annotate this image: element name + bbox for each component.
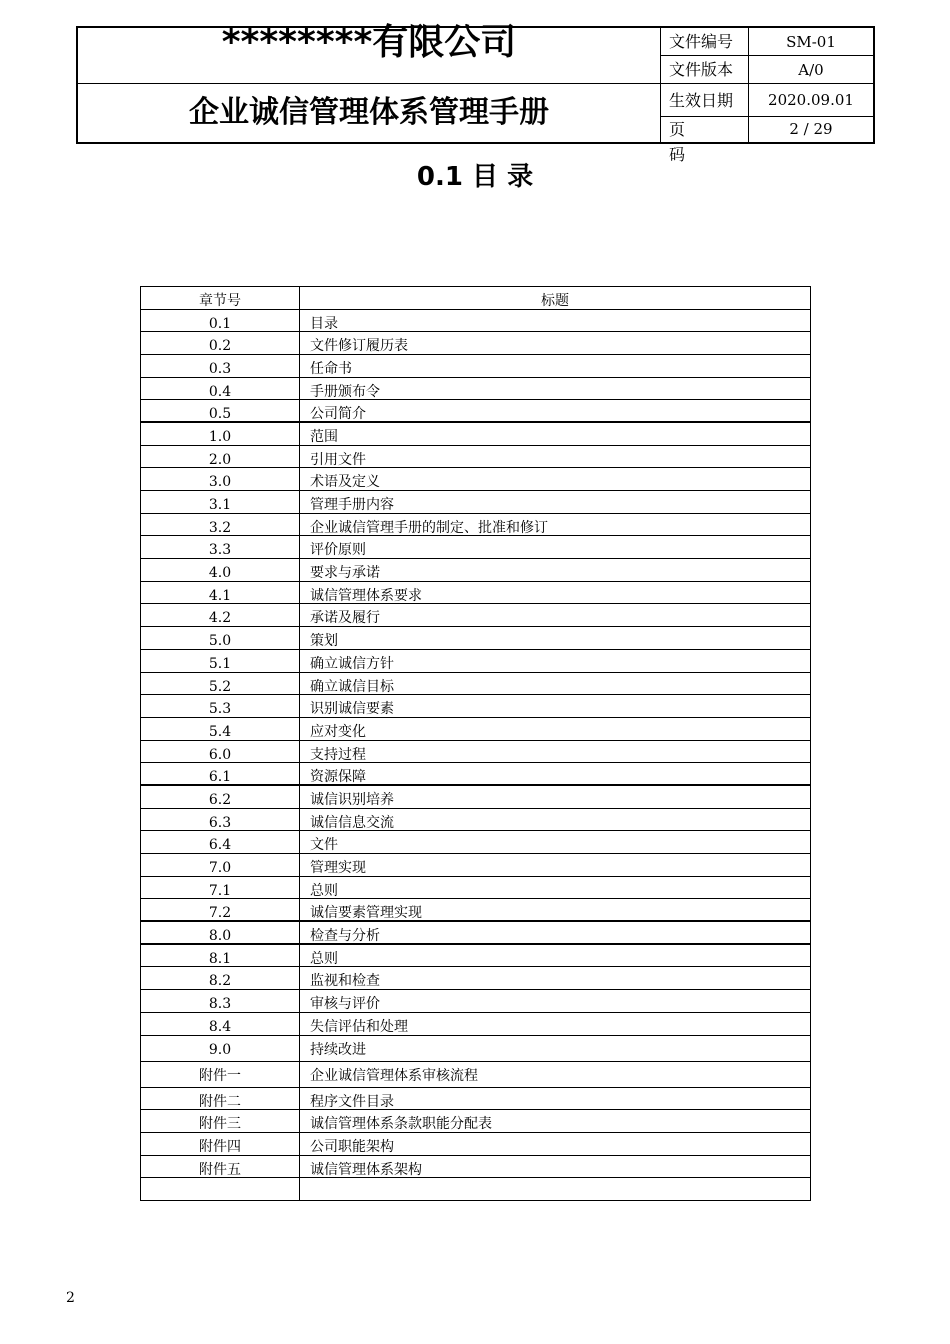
toc-row [141,627,810,650]
toc-entry-title: 管理实现 [310,860,366,876]
toc-row [141,854,810,877]
toc-entry-title: 引用文件 [310,451,366,468]
meta-page [660,117,873,164]
toc-chapter-number: 0.2 [141,332,300,354]
toc-chapter-number: 附件三 [141,1110,300,1132]
toc-entry-title: 术语及定义 [310,474,380,490]
toc-entry-title: 审核与评价 [310,996,380,1012]
toc-row [141,1110,810,1133]
toc-chapter-number: 4.2 [141,604,300,626]
meta-doc-version [660,56,873,84]
meta-label: 页码 [660,117,749,142]
toc-entry-title: 任命书 [310,360,352,377]
toc-row [141,423,810,446]
toc-heading: 0.1 目 录 [416,162,534,192]
toc-entry-title: 公司简介 [310,406,366,421]
toc-entry-title: 评价原则 [310,542,366,559]
toc-row [141,786,810,809]
toc-entry-title: 检查与分析 [310,928,380,943]
toc-entry-title: 诚信管理体系架构 [310,1161,422,1178]
toc-entry-title: 总则 [310,882,338,899]
toc-chapter-number: 6.1 [141,763,300,784]
meta-doc-number [660,28,873,56]
toc-entry-title: 确立诚信方针 [310,655,394,672]
toc-chapter-number: 7.0 [141,854,300,876]
toc-row [141,536,810,559]
toc-entry-title: 目录 [310,315,338,332]
meta-label: 文件版本 [660,56,749,83]
toc-entry-title: 企业诚信管理体系审核流程 [310,1067,478,1084]
toc-row [141,332,810,355]
toc-chapter-number: 附件四 [141,1133,300,1155]
toc-row [141,922,810,945]
toc-row [141,1062,810,1088]
toc-chapter-number: 8.4 [141,1013,300,1035]
toc-table [140,286,811,1201]
toc-entry-title: 持续改进 [310,1041,366,1058]
toc-entry-title: 总则 [310,950,338,967]
toc-row [141,400,810,423]
toc-entry-title: 识别诚信要素 [310,701,394,717]
toc-chapter-number: 4.1 [141,582,300,604]
toc-row [141,650,810,673]
toc-entry-title: 要求与承诺 [310,565,380,581]
toc-entry-title: 应对变化 [310,723,366,740]
toc-row [141,990,810,1013]
toc-row [141,582,810,605]
meta-label: 生效日期 [660,84,749,116]
toc-chapter-number [141,1178,300,1200]
toc-chapter-number: 4.0 [141,559,300,581]
toc-entry-title: 策划 [310,633,338,649]
toc-chapter-number: 0.4 [141,378,300,400]
toc-entry-title: 企业诚信管理手册的制定、批准和修订 [310,519,548,536]
toc-row [141,1088,810,1111]
toc-row [141,673,810,696]
toc-chapter-number: 0.1 [141,310,300,332]
toc-row [141,899,810,922]
toc-chapter-number: 8.1 [141,945,300,967]
toc-entry-title: 文件修订履历表 [310,338,408,354]
toc-row [141,695,810,718]
toc-entry-title: 文件 [310,837,338,853]
toc-chapter-number: 7.1 [141,877,300,899]
toc-entry-title: 诚信要素管理实现 [310,905,422,921]
toc-chapter-number: 6.4 [141,831,300,853]
toc-chapter-number: 5.0 [141,627,300,649]
toc-chapter-number: 6.3 [141,809,300,831]
meta-label: 文件编号 [660,28,749,55]
company-name: ********有限公司 [78,28,660,84]
toc-row [141,945,810,968]
toc-entry-title: 诚信管理体系条款职能分配表 [310,1116,492,1132]
meta-value: A/0 [798,61,824,79]
toc-chapter-number: 1.0 [141,423,300,445]
toc-entry-title: 监视和检查 [310,973,380,990]
toc-chapter-number: 3.3 [141,536,300,558]
toc-row [141,1156,810,1179]
toc-row [141,491,810,514]
toc-chapter-number: 8.2 [141,967,300,989]
toc-chapter-number: 9.0 [141,1036,300,1061]
toc-row [141,604,810,627]
toc-row [141,967,810,990]
toc-entry-title: 资源保障 [310,769,366,784]
toc-entry-title: 诚信识别培养 [310,791,394,808]
meta-value: 2 / 29 [789,120,833,138]
toc-chapter-number: 附件二 [141,1088,300,1110]
toc-chapter-number: 2.0 [141,446,300,468]
toc-chapter-number: 附件五 [141,1156,300,1178]
toc-row [141,310,810,333]
toc-entry-title: 公司职能架构 [310,1138,394,1155]
toc-entry-title: 诚信管理体系要求 [310,587,422,604]
toc-chapter-number: 3.1 [141,491,300,513]
toc-chapter-number: 附件一 [141,1062,300,1087]
toc-row [141,446,810,469]
toc-entry-title: 诚信信息交流 [310,814,394,831]
toc-row [141,514,810,537]
toc-entry-title: 管理手册内容 [310,497,394,513]
toc-row [141,355,810,378]
toc-row [141,741,810,764]
toc-header-row [141,287,810,310]
toc-row [141,378,810,401]
toc-entry-title: 程序文件目录 [310,1093,394,1110]
toc-entry-title: 承诺及履行 [310,610,380,627]
toc-chapter-number: 5.4 [141,718,300,740]
toc-entry-title: 手册颁布令 [310,383,380,400]
page-number: 2 [66,1290,75,1306]
toc-chapter-number: 3.2 [141,514,300,536]
toc-chapter-number: 8.0 [141,922,300,943]
toc-row [141,1036,810,1062]
toc-chapter-number: 5.1 [141,650,300,672]
toc-row [141,763,810,786]
meta-value: 2020.09.01 [768,91,854,109]
manual-title: 企业诚信管理体系管理手册 [189,95,549,130]
toc-chapter-number: 0.5 [141,400,300,421]
toc-row [141,1013,810,1036]
toc-chapter-number: 5.3 [141,695,300,717]
toc-chapter-number: 0.3 [141,355,300,377]
header-meta-block [660,28,873,164]
header-title-block [78,22,661,142]
column-header-title: 标题 [541,293,569,309]
toc-chapter-number: 6.0 [141,741,300,763]
toc-row [141,718,810,741]
toc-entry-title: 范围 [310,428,338,445]
toc-entry-title: 支持过程 [310,746,366,763]
toc-chapter-number: 8.3 [141,990,300,1012]
toc-row [141,809,810,832]
column-header-chapter: 章节号 [141,287,300,309]
meta-value: SM-01 [786,33,836,51]
meta-effective-date [660,84,873,117]
toc-row [141,877,810,900]
toc-row [141,1133,810,1156]
toc-row [141,1178,810,1201]
toc-entry-title: 确立诚信目标 [310,678,394,695]
toc-row [141,559,810,582]
toc-chapter-number: 7.2 [141,899,300,920]
toc-entry-title: 失信评估和处理 [310,1018,408,1035]
toc-chapter-number: 5.2 [141,673,300,695]
toc-row [141,831,810,854]
toc-chapter-number: 6.2 [141,786,300,808]
document-header [76,22,875,164]
toc-row [141,468,810,491]
toc-chapter-number: 3.0 [141,468,300,490]
toc-entry-title [300,1178,810,1200]
